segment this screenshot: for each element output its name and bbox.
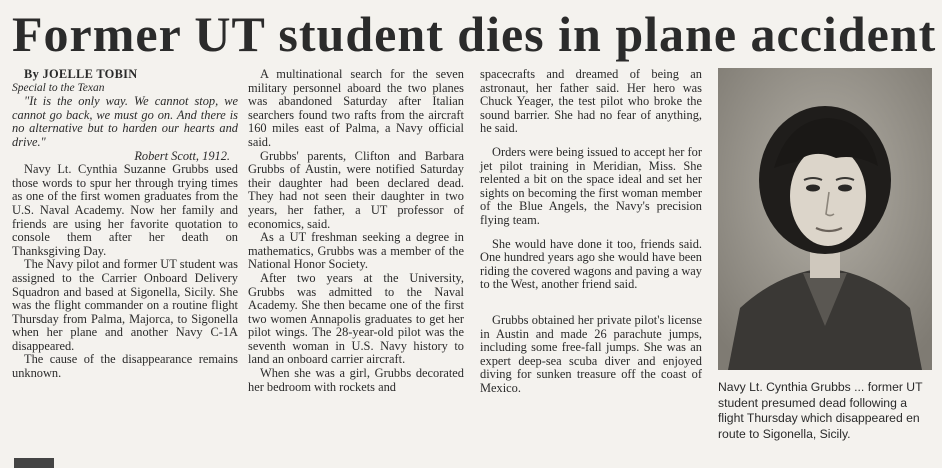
- paragraph: Navy Lt. Cynthia Suzanne Grubbs used those words to spur her through trying times as one of the first women graduates from the U.S. Naval Academy. Now her family and friends are using her favorite quotation to console them after her death on Thanksgiving Day.: [12, 162, 238, 258]
- paragraph: The cause of the disappearance remains unknown.: [12, 352, 238, 381]
- byline: By JOELLE TOBIN: [24, 67, 138, 81]
- paragraph: She would have done it too, friends said. One hundred years ago she would have been riding the covered wagons and paving a way to the West, another friend said.: [480, 236, 702, 292]
- paragraph: spacecrafts and dreamed of being an astronaut, her father said. Her hero was Chuck Yeager, the test pilot who broke the sound barrier. She had no fear of anything, he said.: [480, 67, 702, 136]
- paragraph: Grubbs obtained her private pilot's license in Austin and made 26 parachute jumps, including some free-fall jumps. She was an expert deep-sea scuba diver and enjoyed diving for sunken treasure off the coast of Mexico.: [480, 312, 702, 395]
- paragraph: A multinational search for the seven military personnel aboard the two planes was abandoned Saturday after Italian searchers found two rafts from the aircraft 160 miles east of Palma, a Navy official said.: [248, 67, 464, 149]
- byline-credit: Special to the Texan: [12, 81, 105, 94]
- paragraph: When she was a girl, Grubbs decorated her bedroom with rockets and: [248, 366, 464, 394]
- paragraph: Orders were being issued to accept her for jet pilot training in Meridian, Miss. She relented a bit on the space ideal and set her sights on becoming the first woman member of the Blue Angels, the Navy's precision flying team.: [480, 144, 702, 227]
- article-column-1: [12, 68, 238, 381]
- headline: Former UT student dies in plane accident: [12, 6, 937, 62]
- article-column-3: [480, 68, 702, 395]
- clipping-edge-mark: [14, 458, 54, 468]
- epigraph-attribution: Robert Scott, 1912.: [134, 148, 230, 163]
- epigraph-quote: "It is the only way. We cannot stop, we cannot go back, we must go on. And there is no alternative but to harden our hearts and drive.": [12, 94, 238, 149]
- paragraph: The Navy pilot and former UT student was assigned to the Carrier Onboard Delivery Squadron and based at Sigonella, Sicily. She was the flight commander on a routine flight Thursday from Palma, Majorca, to Sigonella when her plane and another Navy C-1A disappeared.: [12, 257, 238, 353]
- portrait-illustration: [718, 68, 932, 370]
- paragraph: Grubbs' parents, Clifton and Barbara Grubbs of Austin, were notified Saturday their daughter had been declared dead. They had not seen their daughter in two years, her father, a UT professor of economics, said.: [248, 148, 464, 231]
- paragraph: As a UT freshman seeking a degree in mathematics, Grubbs was a member of the National Honor Society.: [248, 230, 464, 272]
- article-column-2: [248, 68, 464, 394]
- portrait-photo: [718, 68, 932, 370]
- photo-caption: Navy Lt. Cynthia Grubbs ... former UT student presumed dead following a flight Thursday which disappeared en route to Sigonella, Sicily.: [718, 380, 923, 441]
- paragraph: After two years at the University, Grubbs was admitted to the Naval Academy. She then became one of the first two women Annapolis graduates to get her pilot wings. The 28-year-old pilot was the seventh woman in U.S. Navy history to land an onboard carrier aircraft.: [248, 270, 464, 367]
